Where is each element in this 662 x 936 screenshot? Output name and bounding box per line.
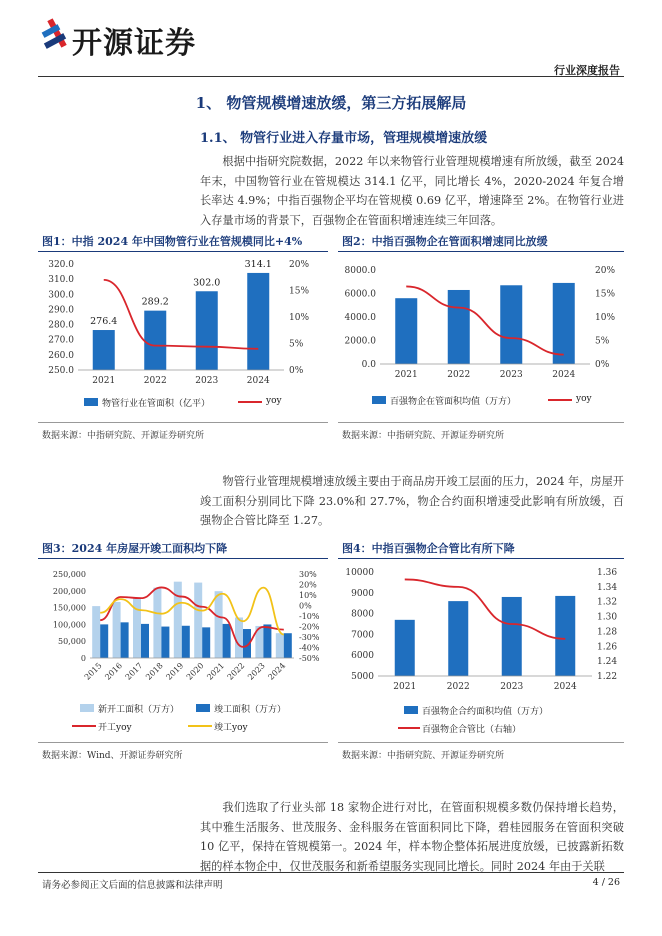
fig3-ytick-left: 50,000 xyxy=(58,637,86,647)
fig3-legend-line1: 开工yoy xyxy=(98,723,132,733)
fig3-xtick: 2023 xyxy=(246,661,267,682)
fig3-ytick-left: 0 xyxy=(80,654,86,663)
fig1-xtick: 2024 xyxy=(246,376,270,386)
fig2-title-line xyxy=(338,251,624,252)
fig3-bar xyxy=(161,627,169,658)
fig3-ytick-right: -20% xyxy=(299,622,320,632)
fig4-bar xyxy=(395,620,415,676)
fig3-xtick: 2024 xyxy=(266,661,288,682)
fig2-source: 数据来源：中指研究院、开源证券研究所 xyxy=(342,431,505,441)
fig3-legend-bar1-swatch xyxy=(80,704,94,712)
fig3-ytick-left: 100,000 xyxy=(52,620,86,630)
fig1-line xyxy=(104,280,259,349)
fig3-source: 数据来源：Wind、开源证券研究所 xyxy=(42,751,183,761)
fig4-title-line xyxy=(338,558,624,559)
footer-disclaimer: 请务必参阅正文后面的信息披露和法律声明 xyxy=(42,880,223,891)
fig2-bar xyxy=(553,283,575,364)
page-number: 4 / 26 xyxy=(592,877,620,888)
fig3-title-line xyxy=(38,558,328,559)
fig4-ytick-right: 1.36 xyxy=(597,568,618,578)
fig3-bar xyxy=(276,633,284,658)
fig3-bar xyxy=(235,617,243,658)
fig4-source: 数据来源：中指研究院、开源证券研究所 xyxy=(342,751,505,761)
fig2-ytick-left: 6000.0 xyxy=(344,289,376,300)
fig1-title: 图1：中指 2024 年中国物管行业在管规模同比+4% xyxy=(42,235,303,248)
fig3-bar xyxy=(92,606,100,658)
fig2-ytick-right: 15% xyxy=(595,289,616,300)
brand-logo-icon xyxy=(38,16,72,56)
fig3-xtick: 2021 xyxy=(205,661,227,682)
fig1-ytick-left: 320.0 xyxy=(48,260,74,270)
fig3-ytick-left: 200,000 xyxy=(52,586,86,596)
fig2-source-line xyxy=(338,422,624,423)
fig1-ytick-left: 250.0 xyxy=(48,366,74,376)
fig4-bar xyxy=(555,596,575,676)
fig4-legend-line: 百强物企合管比（右轴） xyxy=(422,725,522,735)
fig1-bar xyxy=(93,330,115,370)
fig3-ytick-left: 250,000 xyxy=(52,570,86,579)
fig1-ytick-left: 280.0 xyxy=(48,320,74,331)
fig1-chart xyxy=(38,254,328,414)
fig3-xtick: 2020 xyxy=(184,661,206,682)
fig4-chart xyxy=(338,562,624,700)
fig2-line xyxy=(406,286,564,354)
fig4-series-line xyxy=(405,579,566,638)
fig4-left-ticks xyxy=(345,568,374,682)
fig1-ytick-left: 290.0 xyxy=(48,305,74,316)
fig1-xtick: 2022 xyxy=(143,376,167,386)
fig1-title-line xyxy=(38,251,328,252)
fig1-bar xyxy=(247,273,269,370)
paragraph-3: 我们选取了行业头部 18 家物企进行对比，在管面积规模多数仍保持增长趋势，其中雅生活服务、世茂服务、金科服务在管面积同比下降，碧桂园服务在管面积突破 10 亿平，保持在管规模第一。2024 年，样本物企整体拓展进度放缓，已披露新拓数据的样本物企中，仅世茂服务和新希望服务实现同比增长。同时 2024 年由于关联 xyxy=(200,801,624,873)
fig3-xtick: 2016 xyxy=(103,661,125,682)
fig4-ytick-left: 6000 xyxy=(351,651,374,662)
fig2-ytick-right: 10% xyxy=(595,313,616,323)
brand-name: 开源证券 xyxy=(72,26,196,61)
fig4-ytick-right: 1.30 xyxy=(597,612,618,623)
fig3-xtick: 2019 xyxy=(164,661,186,682)
fig3-ytick-right: 0% xyxy=(299,601,312,611)
fig3-bar xyxy=(215,591,223,658)
fig1-xtick: 2023 xyxy=(195,376,219,386)
fig4-ytick-left: 8000 xyxy=(351,609,374,620)
fig3-bar xyxy=(202,627,210,658)
section-subheading: 1.1、 物管行业进入存量市场，管理规模增速放缓 xyxy=(200,131,488,146)
fig1-legend-line: yoy xyxy=(266,396,282,406)
fig3-legend-line1-swatch xyxy=(72,724,96,728)
paragraph-2: 物管行业管理规模增速放缓主要由于商品房开竣工层面的压力，2024 年，房屋开竣工面积分别同比下降 23.0%和 27.7%，物企合约面积增速受此影响有所放缓，百强物企合管比降至 1.27。 xyxy=(200,475,624,527)
fig4-legend-bar-swatch xyxy=(404,706,418,714)
fig2-series-line xyxy=(406,286,564,354)
fig2-ytick-right: 20% xyxy=(595,266,616,276)
fig2-left-ticks xyxy=(345,266,377,370)
fig4-line xyxy=(405,579,566,638)
fig3-chart xyxy=(38,562,328,700)
fig3-ytick-right: 30% xyxy=(299,570,317,579)
fig1-ytick-right: 15% xyxy=(289,286,310,297)
fig2-legend-line-swatch xyxy=(548,398,572,402)
fig3-xtick: 2018 xyxy=(144,661,165,682)
fig4-title: 图4：中指百强物企合管比有所下降 xyxy=(342,542,515,555)
fig3-bar xyxy=(121,622,129,658)
fig1-data-label: 289.2 xyxy=(141,296,169,308)
fig1-right-ticks xyxy=(289,260,309,376)
fig1-bar xyxy=(144,311,166,370)
fig1-bar xyxy=(196,291,218,370)
footer-divider xyxy=(38,872,624,873)
fig1-left-ticks xyxy=(48,260,74,376)
fig4-bar xyxy=(502,597,522,676)
fig4-ytick-left: 10000 xyxy=(345,568,374,578)
fig3-bar xyxy=(263,624,271,658)
fig4-legend-line-swatch xyxy=(398,726,420,730)
fig2-bar xyxy=(500,285,522,364)
fig3-xticks xyxy=(83,661,287,682)
fig3-ytick-right: -50% xyxy=(299,654,320,663)
fig3-bar xyxy=(194,583,202,658)
fig3-ytick-left: 150,000 xyxy=(52,603,86,613)
fig3-ytick-right: -10% xyxy=(299,612,320,621)
fig3-ytick-right: 20% xyxy=(299,580,317,590)
fig4-ytick-left: 5000 xyxy=(351,672,374,682)
fig1-ytick-left: 260.0 xyxy=(48,350,74,361)
fig4-ytick-left: 7000 xyxy=(351,630,374,641)
fig3-bar xyxy=(153,588,161,658)
fig2-title: 图2：中指百强物企在管面积增速同比放缓 xyxy=(342,235,548,248)
fig1-legend-line-swatch xyxy=(238,400,262,404)
fig3-xtick: 2017 xyxy=(123,661,145,682)
fig4-bar xyxy=(448,601,468,676)
fig3-legend-line2-swatch xyxy=(188,724,212,728)
fig4-ytick-right: 1.34 xyxy=(597,582,618,593)
report-type-label: 行业深度报告 xyxy=(554,64,620,77)
fig2-xtick: 2021 xyxy=(394,370,418,380)
fig3-title: 图3：2024 年房屋开竣工面积均下降 xyxy=(42,542,228,555)
fig3-source-line xyxy=(38,742,328,743)
fig2-xtick: 2023 xyxy=(499,370,523,380)
fig1-legend-bar-swatch xyxy=(84,398,98,406)
fig3-bar xyxy=(174,582,182,658)
fig4-ytick-right: 1.28 xyxy=(597,627,618,638)
fig4-xtick: 2022 xyxy=(446,682,470,692)
fig4-ytick-right: 1.24 xyxy=(597,657,618,668)
fig3-left-ticks xyxy=(53,570,86,663)
fig1-data-label: 302.0 xyxy=(193,277,221,289)
fig3-ytick-right: -40% xyxy=(299,643,320,653)
fig3-bar xyxy=(100,624,108,658)
paragraph-1: 根据中指研究院数据，2022 年以来物管行业管理规模增速有所放缓，截至 2024 年末，中国物管行业在管规模达 314.1 亿平，同比增长 4%，2020-2024 年复合增长率达 4.9%；中指百强物企平均在管规模 0.69 亿平，增速降至 2%。在物管行业进入存量市场的背景下，百强物企在管面积增速连续三年回落。 xyxy=(200,155,624,227)
fig3-legend-bar1: 新开工面积（万方） xyxy=(98,705,180,715)
fig3-ytick-right: -30% xyxy=(299,633,320,642)
fig3-bar xyxy=(141,624,149,658)
fig4-xtick: 2023 xyxy=(500,682,524,692)
fig3-xtick: 2015 xyxy=(82,661,104,682)
fig3-ytick-right: 10% xyxy=(299,591,317,600)
fig3-legend-bar2: 竣工面积（万方） xyxy=(214,705,287,715)
fig1-xticks xyxy=(92,376,270,386)
fig3-bar xyxy=(182,626,190,658)
fig2-legend-line: yoy xyxy=(576,394,592,404)
fig1-ytick-left: 310.0 xyxy=(48,275,74,286)
fig3-bar xyxy=(223,624,231,658)
header-divider xyxy=(38,76,624,77)
fig2-right-ticks xyxy=(595,266,615,370)
fig2-ytick-left: 0.0 xyxy=(361,360,376,370)
fig4-xticks xyxy=(393,682,577,692)
fig2-ytick-right: 0% xyxy=(595,360,610,370)
fig1-labels xyxy=(90,259,272,327)
fig1-ytick-left: 270.0 xyxy=(48,335,74,346)
fig1-ytick-right: 5% xyxy=(289,339,304,350)
fig4-right-ticks xyxy=(597,568,617,682)
fig3-xtick: 2022 xyxy=(225,661,247,682)
fig2-ytick-right: 5% xyxy=(595,336,610,347)
fig2-bar xyxy=(395,298,417,364)
fig1-source: 数据来源：中指研究院、开源证券研究所 xyxy=(42,431,205,441)
fig3-bar xyxy=(113,602,121,658)
fig4-ytick-left: 9000 xyxy=(351,588,374,599)
fig2-ytick-left: 8000.0 xyxy=(344,266,376,276)
fig3-bar xyxy=(284,633,292,658)
fig4-ytick-right: 1.22 xyxy=(597,672,618,682)
fig4-ytick-right: 1.26 xyxy=(597,642,618,653)
fig1-ytick-right: 20% xyxy=(289,260,310,270)
fig3-legend-bar2-swatch xyxy=(196,704,210,712)
section-heading: 1、 物管规模增速放缓，第三方拓展解局 xyxy=(195,94,467,112)
fig1-data-label: 276.4 xyxy=(90,316,118,328)
fig3-right-ticks xyxy=(299,570,320,663)
fig2-legend-bar: 百强物企在管面积均值（万方） xyxy=(390,397,517,407)
fig1-series-line xyxy=(104,280,259,349)
fig4-ytick-right: 1.32 xyxy=(597,597,618,608)
fig4-legend-bar: 百强物企合约面积均值（万方） xyxy=(422,707,549,717)
fig2-bar xyxy=(448,290,470,364)
fig2-ytick-left: 4000.0 xyxy=(344,313,376,323)
fig2-xtick: 2024 xyxy=(552,370,576,380)
fig4-xtick: 2021 xyxy=(393,682,417,692)
fig1-legend-bar: 物管行业在管面积（亿平） xyxy=(102,399,211,409)
fig3-legend-line2: 竣工yoy xyxy=(214,723,248,733)
fig2-chart xyxy=(338,254,624,414)
fig1-bars xyxy=(93,273,270,370)
fig3-bars xyxy=(92,582,292,658)
fig2-ytick-left: 2000.0 xyxy=(344,336,376,347)
fig1-ytick-right: 0% xyxy=(289,366,304,376)
fig1-xtick: 2021 xyxy=(92,376,116,386)
fig1-source-line xyxy=(38,422,328,423)
fig2-xtick: 2022 xyxy=(447,370,471,380)
fig1-ytick-left: 300.0 xyxy=(48,290,74,301)
fig4-xtick: 2024 xyxy=(553,682,577,692)
fig2-xticks xyxy=(395,370,576,380)
fig1-data-label: 314.1 xyxy=(244,258,272,270)
fig1-ytick-right: 10% xyxy=(289,313,310,323)
fig4-source-line xyxy=(338,742,624,743)
fig2-legend-bar-swatch xyxy=(372,396,386,404)
